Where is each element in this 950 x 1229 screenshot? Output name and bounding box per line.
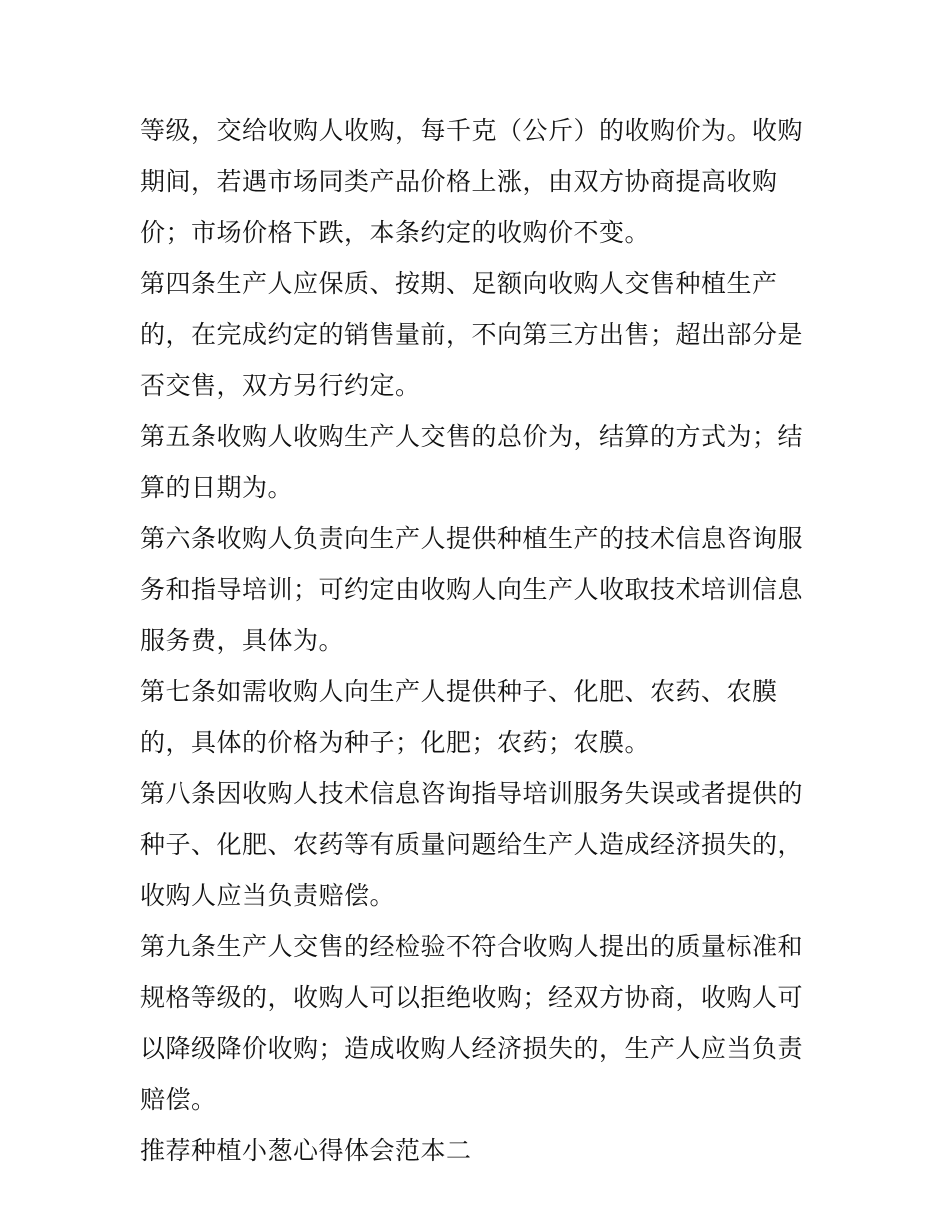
paragraph-article-7: 第七条如需收购人向生产人提供种子、化肥、农药、农膜的，具体的价格为种子；化肥；农药；农膜。	[140, 677, 778, 757]
paragraph-article-6: 第六条收购人负责向生产人提供种植生产的技术信息咨询服务和指导培训；可约定由收购人向生产人收取技术培训信息服务费，具体为。	[140, 524, 804, 655]
paragraph-price-terms: 等级，交给收购人收购，每千克（公斤）的收购价为。收购期间，若遇市场同类产品价格上涨，由双方协商提高收购价；市场价格下跌，本条约定的收购价不变。	[140, 116, 804, 247]
paragraph-article-4: 第四条生产人应保质、按期、足额向收购人交售种植生产的，在完成约定的销售量前，不向第三方出售；超出部分是否交售，双方另行约定。	[140, 269, 804, 400]
paragraph-article-8: 第八条因收购人技术信息咨询指导培训服务失误或者提供的种子、化肥、农药等有质量问题给生产人造成经济损失的，收购人应当负责赔偿。	[140, 779, 804, 910]
document-body	[140, 105, 820, 1176]
section-heading: 推荐种植小葱心得体会范本二	[140, 1136, 472, 1165]
paragraph-article-9: 第九条生产人交售的经检验不符合收购人提出的质量标准和规格等级的，收购人可以拒绝收购；经双方协商，收购人可以降级降价收购；造成收购人经济损失的，生产人应当负责赔偿。	[140, 932, 804, 1114]
paragraph-article-5: 第五条收购人收购生产人交售的总价为，结算的方式为；结算的日期为。	[140, 422, 804, 502]
